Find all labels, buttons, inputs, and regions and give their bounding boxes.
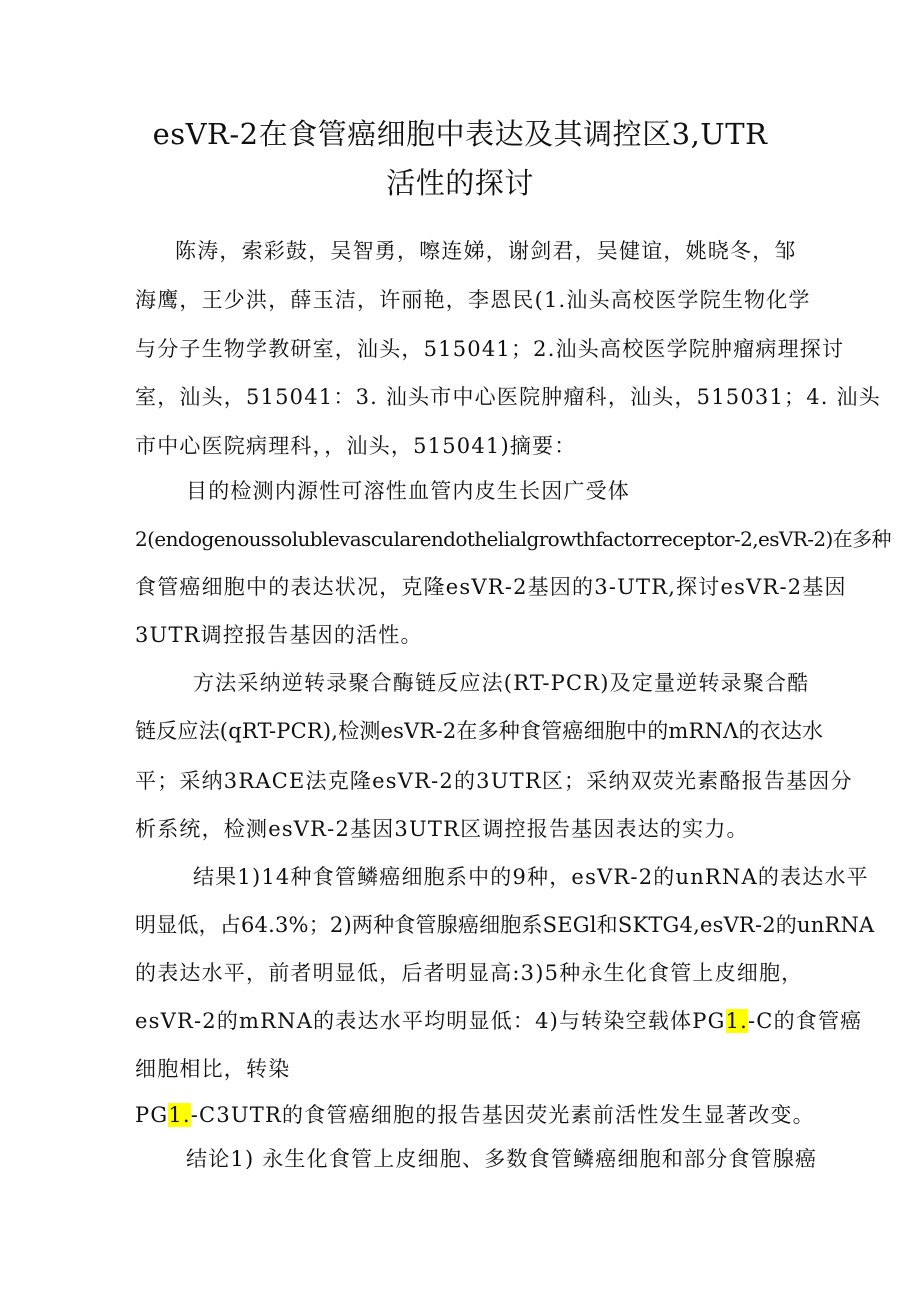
methods-line-3: 平；采纳3RACE法克隆esVR-2的3UTR区；采纳双荧光素酪报告基因分: [135, 769, 853, 793]
methods-line-1: 方法采纳逆转录聚合酶链反应法(RT-PCR)及定量逆转录聚合酷: [193, 671, 810, 695]
results-line-4: [135, 1006, 862, 1036]
authors-line-1: 陈涛，索彩鼓，吴智勇，嚓连娣，谢剑君，吴健谊，姚晓冬，邹: [175, 239, 797, 263]
results-line-6-text: PG: [135, 1103, 169, 1127]
authors-line-2: 海鹰，王少洪，薛玉洁，许丽艳，李恩民(1.汕头高校医学院生物化学: [135, 288, 811, 312]
results-line-5: 细胞相比，转染: [135, 1057, 291, 1081]
authors-line-5: 市中心医院病理科，，汕头，515041)摘要：: [135, 434, 577, 458]
methods-line-2: 链反应法(qRT-PCR),检测esVR-2在多种食管癌细胞中的mRNΛ的衣达水: [135, 719, 824, 743]
objective-line-4: 3UTR调控报告基因的活性。: [135, 623, 423, 647]
highlighted-text: 1.: [725, 1009, 748, 1033]
document-title-line-2: 活性的探讨: [386, 166, 534, 200]
authors-line-4: 室，汕头，515041：3. 汕头市中心医院肿瘤科，汕头，515031；4. 汕头: [135, 385, 881, 409]
results-line-6-tail: -C3UTR的食管癌细胞的报告基因荧光素前活性发生显著改变。: [190, 1103, 815, 1127]
results-line-3: 的表达水平，前者明显低，后者明显高:3)5种永生化食管上皮细胞，: [135, 961, 804, 985]
objective-line-1: 目的检测内源性可溶性血管内皮生长因广受体: [186, 479, 630, 503]
methods-line-4: 析系统，检测esVR-2基因3UTR区调控报告基因表达的实力。: [135, 817, 749, 841]
document-title-line-1: esVR-2在食管癌细胞中表达及其调控区3,UTR: [152, 117, 768, 151]
objective-line-3: 食管癌细胞中的表达状况，克隆esVR-2基因的3-UTR,探讨esVR-2基因: [135, 575, 847, 599]
conclusion-line-1: 结论1) 永生化食管上皮细胞、多数食管鳞癌细胞和部分食管腺癌: [186, 1147, 818, 1171]
objective-line-2: 2(endogenoussolublevascularendothelialgrowthfactorreceptor-2,esVR-2)在多种: [135, 527, 891, 551]
results-line-6: [135, 1100, 815, 1130]
results-line-1: 结果1)14种食管鳞癌细胞系中的9种，esVR-2的unRNA的表达水平: [193, 865, 869, 889]
results-line-2: 明显低，占64.3%；2)两种食管腺癌细胞系SEGl和SKTG4,esVR-2的unRNA: [135, 913, 875, 937]
results-line-4-text: esVR-2的mRNA的表达水平均明显低：4)与转染空载体PG: [135, 1009, 726, 1033]
highlighted-text: 1.: [168, 1103, 191, 1127]
authors-line-3: 与分子生物学教研室，汕头，515041；2.汕头高校医学院肿瘤病理探讨: [135, 337, 845, 361]
results-line-4-tail: -C的食管癌: [748, 1009, 863, 1033]
